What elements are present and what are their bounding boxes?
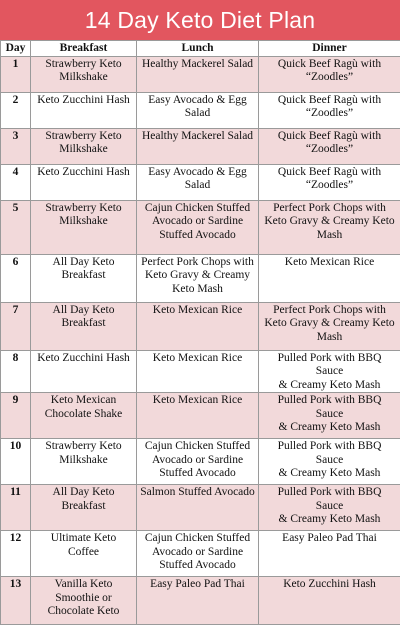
- breakfast-cell: [31, 577, 137, 625]
- dinner-cell-text: Quick Beef Ragù with “Zoodles”: [261, 130, 398, 157]
- day-cell: [1, 93, 31, 129]
- table-row: [1, 303, 400, 351]
- table-row: [1, 255, 400, 303]
- day-cell: [1, 201, 31, 255]
- dinner-cell: [259, 577, 400, 625]
- day-cell-text: 9: [3, 394, 28, 407]
- lunch-cell-text: Keto Mexican Rice: [139, 394, 256, 407]
- table-row: [1, 201, 400, 255]
- day-cell: [1, 393, 31, 439]
- day-cell-text: 8: [3, 352, 28, 365]
- lunch-cell: [137, 255, 259, 303]
- table-row: [1, 577, 400, 625]
- lunch-cell-text: Perfect Pork Chops with Keto Gravy & Creamy Keto Mash: [139, 256, 256, 296]
- dinner-cell-text: Quick Beef Ragù with “Zoodles”: [261, 166, 398, 193]
- day-cell: [1, 485, 31, 531]
- page-title: 14 Day Keto Diet Plan: [0, 0, 400, 40]
- breakfast-cell: [31, 531, 137, 577]
- day-cell: [1, 165, 31, 201]
- dinner-cell-text: Quick Beef Ragù with “Zoodles”: [261, 94, 398, 121]
- day-cell-text: 11: [3, 486, 28, 499]
- header-day: Day: [1, 41, 31, 57]
- day-cell-text: 10: [3, 440, 28, 453]
- breakfast-cell-text: Keto Zucchini Hash: [33, 352, 134, 365]
- lunch-cell-text: Easy Avocado & Egg Salad: [139, 94, 256, 121]
- lunch-cell-text: Cajun Chicken Stuffed Avocado or Sardine Stuffed Avocado: [139, 202, 256, 242]
- breakfast-cell-text: All Day Keto Breakfast: [33, 304, 134, 331]
- dinner-cell-text: Perfect Pork Chops with Keto Gravy & Creamy Keto Mash: [261, 304, 398, 344]
- day-cell-text: 1: [3, 58, 28, 71]
- dinner-cell: [259, 165, 400, 201]
- breakfast-cell-text: Strawberry Keto Milkshake: [33, 58, 134, 85]
- breakfast-cell: [31, 439, 137, 485]
- dinner-cell: [259, 439, 400, 485]
- day-cell-text: 7: [3, 304, 28, 317]
- day-cell-text: 2: [3, 94, 28, 107]
- breakfast-cell: [31, 255, 137, 303]
- table-row: [1, 57, 400, 93]
- header-breakfast: Breakfast: [31, 41, 137, 57]
- breakfast-cell-text: Keto Zucchini Hash: [33, 94, 134, 107]
- table-row: [1, 393, 400, 439]
- table-row: [1, 485, 400, 531]
- table-row: [1, 165, 400, 201]
- dinner-cell: [259, 351, 400, 393]
- breakfast-cell-text: All Day Keto Breakfast: [33, 486, 134, 513]
- day-cell-text: 5: [3, 202, 28, 215]
- lunch-cell: [137, 129, 259, 165]
- lunch-cell-text: Healthy Mackerel Salad: [139, 58, 256, 71]
- breakfast-cell: [31, 201, 137, 255]
- lunch-cell: [137, 303, 259, 351]
- day-cell-text: 3: [3, 130, 28, 143]
- dinner-cell: [259, 57, 400, 93]
- breakfast-cell-text: Vanilla Keto Smoothie or Chocolate Keto: [33, 578, 134, 618]
- lunch-cell: [137, 577, 259, 625]
- dinner-cell-text: Pulled Pork with BBQ Sauce & Creamy Keto Mash: [261, 440, 398, 480]
- breakfast-cell: [31, 165, 137, 201]
- breakfast-cell: [31, 129, 137, 165]
- day-cell-text: 12: [3, 532, 28, 545]
- lunch-cell: [137, 439, 259, 485]
- lunch-cell-text: Easy Paleo Pad Thai: [139, 578, 256, 591]
- lunch-cell: [137, 201, 259, 255]
- day-cell: [1, 577, 31, 625]
- dinner-cell-text: Keto Mexican Rice: [261, 256, 398, 269]
- lunch-cell: [137, 57, 259, 93]
- breakfast-cell: [31, 93, 137, 129]
- dinner-cell-text: Pulled Pork with BBQ Sauce & Creamy Keto Mash: [261, 394, 398, 434]
- breakfast-cell-text: Strawberry Keto Milkshake: [33, 440, 134, 467]
- dinner-cell-text: Quick Beef Ragù with “Zoodles”: [261, 58, 398, 85]
- breakfast-cell: [31, 303, 137, 351]
- lunch-cell-text: Salmon Stuffed Avocado: [139, 486, 256, 499]
- dinner-cell: [259, 393, 400, 439]
- breakfast-cell: [31, 485, 137, 531]
- dinner-cell: [259, 485, 400, 531]
- lunch-cell: [137, 393, 259, 439]
- dinner-cell-text: Pulled Pork with BBQ Sauce & Creamy Keto Mash: [261, 486, 398, 526]
- breakfast-cell-text: Strawberry Keto Milkshake: [33, 130, 134, 157]
- lunch-cell-text: Keto Mexican Rice: [139, 304, 256, 317]
- lunch-cell-text: Keto Mexican Rice: [139, 352, 256, 365]
- table-row: [1, 531, 400, 577]
- lunch-cell: [137, 93, 259, 129]
- day-cell: [1, 439, 31, 485]
- meal-plan-table: [0, 40, 400, 625]
- header-lunch: Lunch: [137, 41, 259, 57]
- table-row: [1, 439, 400, 485]
- day-cell: [1, 129, 31, 165]
- dinner-cell-text: Easy Paleo Pad Thai: [261, 532, 398, 545]
- day-cell: [1, 57, 31, 93]
- dinner-cell: [259, 303, 400, 351]
- day-cell-text: 13: [3, 578, 28, 591]
- lunch-cell-text: Cajun Chicken Stuffed Avocado or Sardine Stuffed Avocado: [139, 532, 256, 572]
- table-row: [1, 93, 400, 129]
- dinner-cell-text: Pulled Pork with BBQ Sauce & Creamy Keto Mash: [261, 352, 398, 392]
- breakfast-cell-text: Strawberry Keto Milkshake: [33, 202, 134, 229]
- dinner-cell-text: Perfect Pork Chops with Keto Gravy & Creamy Keto Mash: [261, 202, 398, 242]
- day-cell: [1, 531, 31, 577]
- breakfast-cell-text: Keto Mexican Chocolate Shake: [33, 394, 134, 421]
- lunch-cell: [137, 531, 259, 577]
- dinner-cell-text: Keto Zucchini Hash: [261, 578, 398, 591]
- dinner-cell: [259, 201, 400, 255]
- header-row: [1, 41, 400, 57]
- day-cell-text: 4: [3, 166, 28, 179]
- table-row: [1, 129, 400, 165]
- dinner-cell: [259, 255, 400, 303]
- lunch-cell-text: Cajun Chicken Stuffed Avocado or Sardine Stuffed Avocado: [139, 440, 256, 480]
- header-dinner: Dinner: [259, 41, 400, 57]
- day-cell: [1, 351, 31, 393]
- breakfast-cell-text: All Day Keto Breakfast: [33, 256, 134, 283]
- lunch-cell: [137, 165, 259, 201]
- lunch-cell: [137, 485, 259, 531]
- breakfast-cell: [31, 351, 137, 393]
- lunch-cell: [137, 351, 259, 393]
- breakfast-cell-text: Keto Zucchini Hash: [33, 166, 134, 179]
- table-row: [1, 351, 400, 393]
- breakfast-cell-text: Ultimate Keto Coffee: [33, 532, 134, 559]
- day-cell: [1, 255, 31, 303]
- day-cell: [1, 303, 31, 351]
- breakfast-cell: [31, 57, 137, 93]
- dinner-cell: [259, 129, 400, 165]
- lunch-cell-text: Easy Avocado & Egg Salad: [139, 166, 256, 193]
- breakfast-cell: [31, 393, 137, 439]
- lunch-cell-text: Healthy Mackerel Salad: [139, 130, 256, 143]
- dinner-cell: [259, 531, 400, 577]
- dinner-cell: [259, 93, 400, 129]
- day-cell-text: 6: [3, 256, 28, 269]
